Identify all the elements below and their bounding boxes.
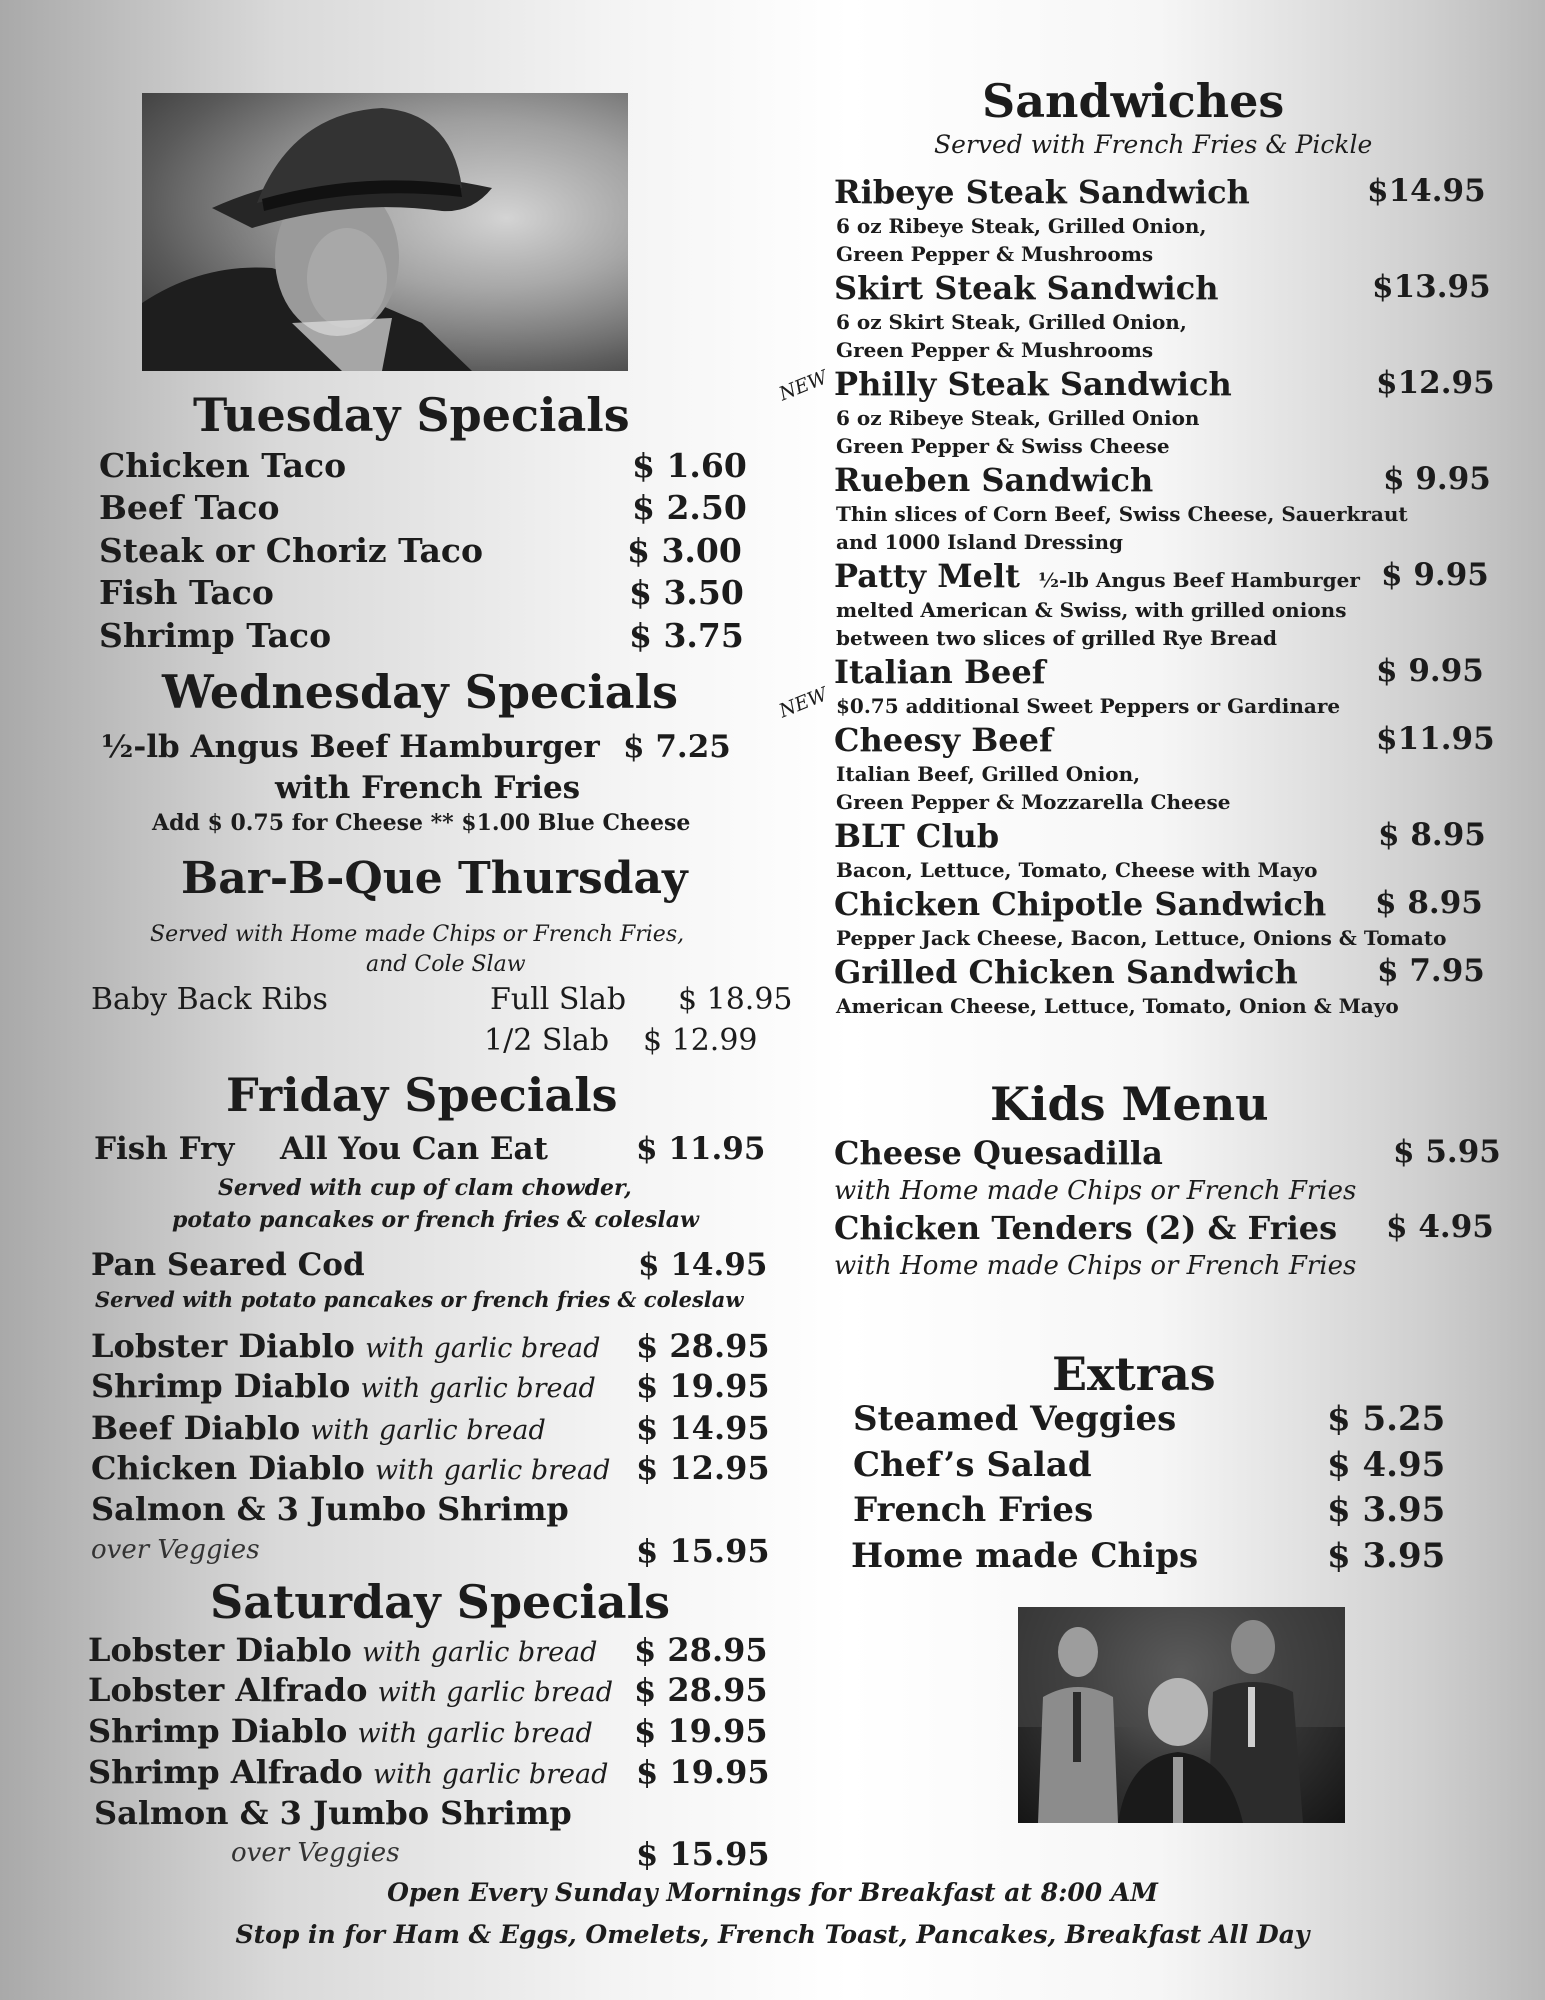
sandwich-desc: 6 oz Ribeye Steak, Grilled Onion, <box>836 214 1207 238</box>
cod-item: Pan Seared Cod <box>91 1247 365 1283</box>
new-badge: NEW <box>776 366 831 406</box>
sandwich-desc: 6 oz Ribeye Steak, Grilled Onion <box>836 406 1200 430</box>
saturday-item <box>88 1671 613 1709</box>
extras-item-price: $ 3.95 <box>1327 1536 1446 1576</box>
wednesday-item: ½-lb Angus Beef Hamburger <box>101 729 600 765</box>
half-slab-price: $ 12.99 <box>643 1023 758 1058</box>
sandwich-desc: Thin slices of Corn Beef, Swiss Cheese, Sauerkraut <box>836 502 1408 526</box>
kids-item-desc: with Home made Chips or French Fries <box>834 1251 1357 1281</box>
extras-title: Extras <box>1052 1347 1216 1401</box>
tuesday-item-name: Fish Taco <box>99 573 274 612</box>
friday-item <box>91 1327 600 1365</box>
kids-item-price: $ 4.95 <box>1386 1209 1494 1245</box>
sandwich-name: Philly Steak Sandwich <box>834 365 1232 403</box>
saturday-item <box>88 1753 608 1791</box>
sandwich-name: Skirt Steak Sandwich <box>834 269 1219 307</box>
new-badge: NEW <box>776 683 831 723</box>
friday-item-price: $ 12.95 <box>636 1449 770 1487</box>
friday-item <box>91 1449 610 1487</box>
fish-fry-note: Served with cup of clam chowder, <box>218 1175 632 1201</box>
tuesday-item-name: Chicken Taco <box>99 446 347 485</box>
extras-item-name: Home made Chips <box>851 1536 1199 1576</box>
saturday-title: Saturday Specials <box>210 1575 670 1629</box>
sandwich-desc: Pepper Jack Cheese, Bacon, Lettuce, Onions & Tomato <box>836 926 1447 950</box>
fedora-man-illustration <box>142 93 628 371</box>
extras-item-name: Steamed Veggies <box>853 1399 1177 1439</box>
thursday-item: Baby Back Ribs <box>91 982 328 1017</box>
fish-fry: Fish Fry <box>94 1131 235 1167</box>
cod-price: $ 14.95 <box>638 1247 768 1283</box>
sandwich-desc: between two slices of grilled Rye Bread <box>836 626 1278 650</box>
tuesday-item-name: Beef Taco <box>99 488 280 527</box>
friday-item-desc: with garlic bread <box>360 1373 596 1404</box>
extras-item-price: $ 5.25 <box>1327 1399 1446 1439</box>
all-you-can-eat: All You Can Eat <box>280 1131 548 1167</box>
friday-item-name: Chicken Diablo <box>91 1449 365 1487</box>
sandwich-desc: Green Pepper & Mozzarella Cheese <box>836 790 1231 814</box>
sandwich-price: $13.95 <box>1372 269 1491 305</box>
friday-title: Friday Specials <box>226 1068 618 1122</box>
sandwich-desc: American Cheese, Lettuce, Tomato, Onion & Mayo <box>836 994 1399 1018</box>
extras-item-price: $ 4.95 <box>1327 1445 1446 1485</box>
sandwich-desc: melted American & Swiss, with grilled onions <box>836 598 1347 622</box>
saturday-item-price: $ 28.95 <box>634 1631 768 1669</box>
group-photo-illustration <box>1018 1607 1345 1823</box>
sandwich-name: Grilled Chicken Sandwich <box>834 953 1298 991</box>
kids-item-desc: with Home made Chips or French Fries <box>834 1176 1357 1206</box>
friday-item-desc: with garlic bread <box>365 1333 601 1364</box>
sandwich-desc: $0.75 additional Sweet Peppers or Gardinare <box>836 694 1341 718</box>
kids-item-name: Chicken Tenders (2) & Fries <box>834 1209 1338 1247</box>
sandwich-desc: Green Pepper & Mushrooms <box>836 242 1154 266</box>
sandwich-desc: Italian Beef, Grilled Onion, <box>836 762 1141 786</box>
saturday-item-price: $ 28.95 <box>634 1671 768 1709</box>
saturday-item-desc: with garlic bread <box>377 1677 613 1708</box>
sandwich-name: Chicken Chipotle Sandwich <box>834 885 1327 923</box>
sandwich-price: $ 8.95 <box>1378 817 1486 853</box>
wednesday-item-line2: with French Fries <box>275 770 581 806</box>
saturday-item <box>88 1631 597 1669</box>
saturday-salmon-price: $ 15.95 <box>636 1835 770 1873</box>
thursday-note: Served with Home made Chips or French Fries, <box>150 922 685 947</box>
friday-item <box>91 1367 596 1405</box>
tuesday-item-price: $ 3.75 <box>629 616 744 655</box>
fish-fry-note-line2: potato pancakes or french fries & coleslaw <box>172 1207 699 1233</box>
saturday-salmon-desc: over Veggies <box>231 1838 400 1868</box>
sandwich-price: $14.95 <box>1367 173 1486 209</box>
full-slab-price: $ 18.95 <box>678 982 793 1017</box>
fish-fry-price: $ 11.95 <box>636 1131 766 1167</box>
sandwich-price: $ 9.95 <box>1381 557 1489 593</box>
sandwich-price: $ 8.95 <box>1375 885 1483 921</box>
photo-man-in-fedora <box>142 93 628 371</box>
tuesday-title: Tuesday Specials <box>193 388 630 442</box>
extras-item-name: Chef’s Salad <box>853 1445 1092 1485</box>
wednesday-note: Add $ 0.75 for Cheese ** $1.00 Blue Cheese <box>152 810 691 836</box>
friday-salmon-price: $ 15.95 <box>636 1532 770 1570</box>
sandwich-name: BLT Club <box>834 817 1000 855</box>
tuesday-item-name: Shrimp Taco <box>99 616 332 655</box>
tuesday-item-price: $ 1.60 <box>632 446 747 485</box>
sandwich-name: Patty Melt <box>834 557 1020 595</box>
tuesday-item-price: $ 3.50 <box>629 573 744 612</box>
friday-item-desc: with garlic bread <box>375 1455 611 1486</box>
sandwich-inline-desc: ½-lb Angus Beef Hamburger <box>1038 568 1360 592</box>
friday-item <box>91 1409 546 1447</box>
saturday-item-price: $ 19.95 <box>634 1712 768 1750</box>
thursday-note-line2: and Cole Slaw <box>366 952 526 977</box>
sandwich-price: $ 9.95 <box>1376 653 1484 689</box>
footer-line1: Open Every Sunday Mornings for Breakfast at 8:00 AM <box>387 1878 1158 1907</box>
extras-item-price: $ 3.95 <box>1327 1490 1446 1530</box>
sandwich-name: Rueben Sandwich <box>834 461 1154 499</box>
sandwich-desc: Green Pepper & Swiss Cheese <box>836 434 1170 458</box>
saturday-item-name: Lobster Alfrado <box>88 1671 368 1709</box>
saturday-item-price: $ 19.95 <box>636 1753 770 1791</box>
sandwich-name: Ribeye Steak Sandwich <box>834 173 1250 211</box>
half-slab-label: 1/2 Slab <box>484 1023 610 1058</box>
wednesday-price: $ 7.25 <box>623 729 731 765</box>
tuesday-item-price: $ 3.00 <box>627 531 742 570</box>
friday-item-desc: with garlic bread <box>310 1415 546 1446</box>
sandwich-name-row <box>834 557 1360 595</box>
wednesday-title: Wednesday Specials <box>162 665 678 719</box>
tuesday-item-name: Steak or Choriz Taco <box>99 531 483 570</box>
saturday-item-name: Lobster Diablo <box>88 1631 352 1669</box>
friday-item-name: Shrimp Diablo <box>91 1367 351 1405</box>
kids-item-name: Cheese Quesadilla <box>834 1134 1163 1172</box>
saturday-salmon: Salmon & 3 Jumbo Shrimp <box>94 1794 572 1832</box>
sandwiches-subtitle: Served with French Fries & Pickle <box>934 130 1373 159</box>
extras-item-name: French Fries <box>853 1490 1094 1530</box>
friday-item-name: Lobster Diablo <box>91 1327 355 1365</box>
saturday-item-desc: with garlic bread <box>373 1759 609 1790</box>
footer-line2: Stop in for Ham & Eggs, Omelets, French Toast, Pancakes, Breakfast All Day <box>235 1920 1310 1949</box>
cod-note: Served with potato pancakes or french fries & coleslaw <box>95 1287 744 1312</box>
friday-salmon-desc: over Veggies <box>91 1535 260 1565</box>
friday-item-price: $ 14.95 <box>636 1409 770 1447</box>
friday-item-price: $ 19.95 <box>636 1367 770 1405</box>
full-slab-label: Full Slab <box>490 982 627 1017</box>
saturday-item-desc: with garlic bread <box>357 1718 593 1749</box>
sandwich-name: Cheesy Beef <box>834 721 1053 759</box>
sandwiches-title: Sandwiches <box>982 74 1285 128</box>
sandwich-desc: and 1000 Island Dressing <box>836 530 1123 554</box>
friday-item-name: Beef Diablo <box>91 1409 301 1447</box>
sandwich-desc: Bacon, Lettuce, Tomato, Cheese with Mayo <box>836 858 1318 882</box>
thursday-title: Bar-B-Que Thursday <box>181 853 688 904</box>
friday-salmon: Salmon & 3 Jumbo Shrimp <box>91 1490 569 1528</box>
sandwich-price: $ 9.95 <box>1383 461 1491 497</box>
sandwich-name: Italian Beef <box>834 653 1046 691</box>
saturday-item <box>88 1712 593 1750</box>
tuesday-item-price: $ 2.50 <box>632 488 747 527</box>
kids-item-price: $ 5.95 <box>1393 1134 1501 1170</box>
photo-group-of-men <box>1018 1607 1345 1823</box>
sandwich-desc: Green Pepper & Mushrooms <box>836 338 1154 362</box>
saturday-item-name: Shrimp Diablo <box>88 1712 348 1750</box>
friday-item-price: $ 28.95 <box>636 1327 770 1365</box>
sandwich-desc: 6 oz Skirt Steak, Grilled Onion, <box>836 310 1187 334</box>
sandwich-price: $ 7.95 <box>1377 953 1485 989</box>
saturday-item-desc: with garlic bread <box>362 1637 598 1668</box>
kids-title: Kids Menu <box>990 1077 1269 1131</box>
sandwich-price: $11.95 <box>1376 721 1495 757</box>
sandwich-price: $12.95 <box>1376 365 1495 401</box>
saturday-item-name: Shrimp Alfrado <box>88 1753 363 1791</box>
